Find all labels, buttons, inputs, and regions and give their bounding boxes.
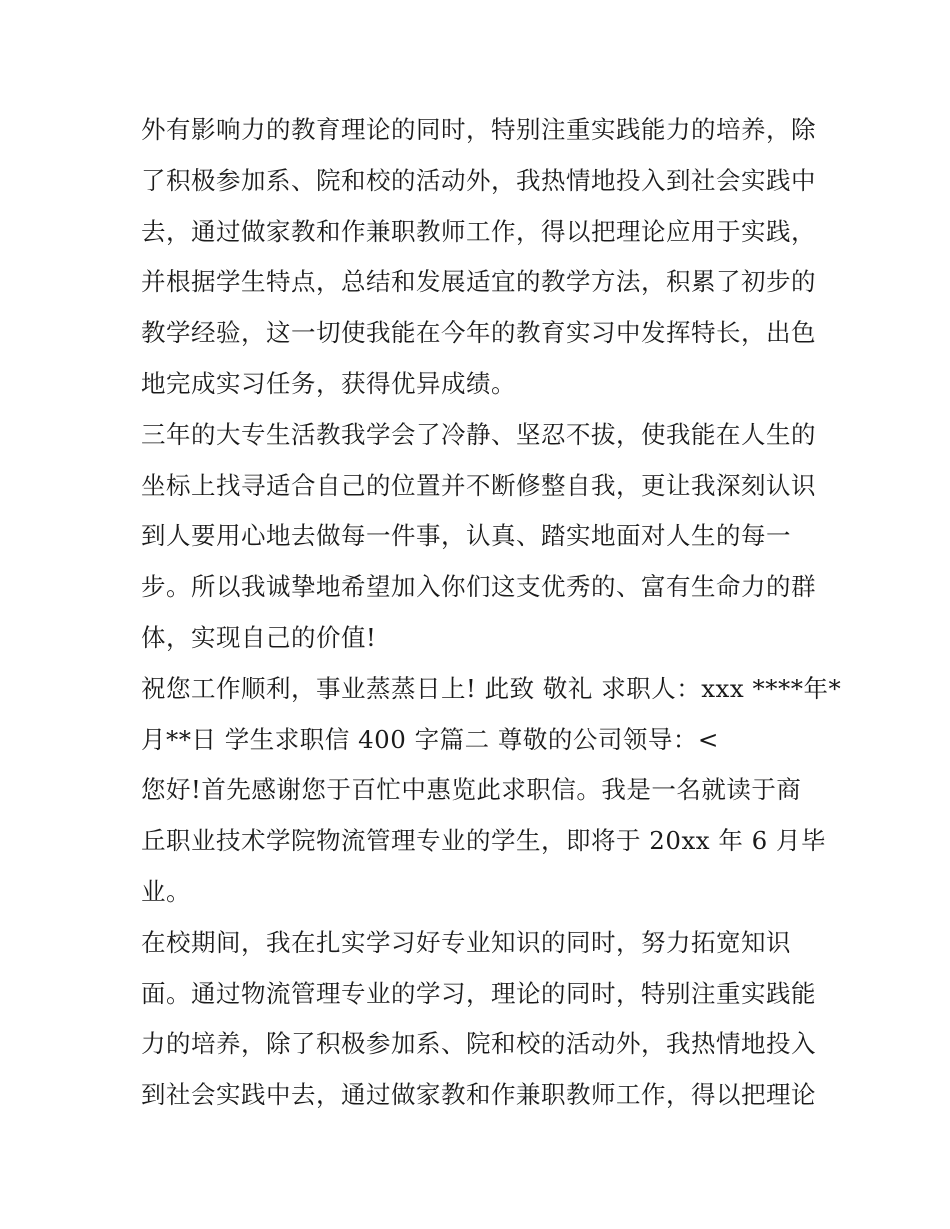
text-line: 去，通过做家教和作兼职教师工作，得以把理论应用于实践， <box>141 217 816 246</box>
text-line: 到社会实践中去，通过做家教和作兼职教师工作，得以把理论 <box>141 1080 816 1109</box>
text-line: 您好!首先感谢您于百忙中惠览此求职信。我是一名就读于商 <box>141 775 802 804</box>
text-line: 月**日 学生求职信 400 字篇二 尊敬的公司领导：< <box>141 725 719 754</box>
text-line: 在校期间，我在扎实学习好专业知识的同时，努力拓宽知识 <box>141 928 791 957</box>
text-line: 丘职业技术学院物流管理专业的学生，即将于 20xx 年 6 月毕 <box>141 826 827 855</box>
text-line: 力的培养，除了积极参加系、院和校的活动外，我热情地投入 <box>141 1029 816 1058</box>
text-line: 并根据学生特点，总结和发展适宜的教学方法，积累了初步的 <box>141 267 816 296</box>
text-line: 到人要用心地去做每一件事，认真、踏实地面对人生的每一 <box>141 521 791 550</box>
text-line: 祝您工作顺利，事业蒸蒸日上! 此致 敬礼 求职人：xxx ****年* <box>141 674 842 703</box>
text-line: 体，实现自己的价值! <box>141 623 377 652</box>
text-line: 地完成实习任务，获得优异成绩。 <box>141 369 516 398</box>
text-line: 步。所以我诚挚地希望加入你们这支优秀的、富有生命力的群 <box>141 572 816 601</box>
text-line: 教学经验，这一切使我能在今年的教育实习中发挥特长，出色 <box>141 318 816 347</box>
text-line: 三年的大专生活教我学会了冷静、坚忍不拔，使我能在人生的 <box>141 420 816 449</box>
text-line: 坐标上找寻适合自己的位置并不断修整自我，更让我深刻认识 <box>141 471 816 500</box>
text-line: 了积极参加系、院和校的活动外，我热情地投入到社会实践中 <box>141 166 816 195</box>
text-line: 业。 <box>141 877 191 906</box>
text-line: 外有影响力的教育理论的同时，特别注重实践能力的培养，除 <box>141 115 816 144</box>
text-line: 面。通过物流管理专业的学习，理论的同时，特别注重实践能 <box>141 979 816 1008</box>
